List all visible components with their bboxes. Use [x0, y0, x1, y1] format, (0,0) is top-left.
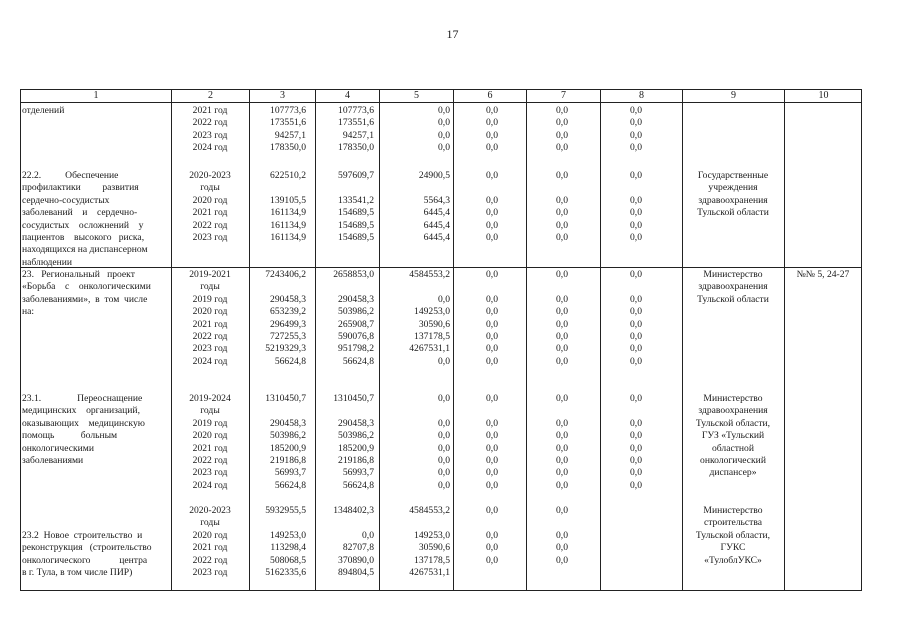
amount-federal: 0,0	[438, 455, 450, 466]
responsible-executor-line: Тульской области,	[695, 417, 771, 429]
table-grid-line	[20, 102, 862, 103]
amount-regional: 2658853,0	[333, 269, 374, 280]
amount-col7: 0,0	[556, 331, 568, 342]
table-grid-line	[682, 89, 683, 591]
amount-col7: 0,0	[556, 293, 568, 305]
amount-col7: 0,0	[556, 479, 568, 491]
amount-total: 219186,8	[270, 455, 306, 466]
amount-federal: 0,0	[438, 105, 450, 116]
amount-regional: 154689,5	[338, 207, 374, 219]
year-cell: годы	[200, 405, 220, 417]
amount-regional: 56624,8	[342, 355, 374, 367]
program-name-line: заболеваниями	[22, 455, 84, 466]
amount-federal: 0,0	[438, 479, 450, 491]
amount-col7: 0,0	[556, 467, 568, 479]
amount-col6: 0,0	[486, 293, 498, 305]
amount-col7: 0,0	[556, 105, 568, 116]
amount-total: 113298,4	[270, 542, 306, 554]
amount-col7: 0,0	[556, 318, 568, 330]
year-cell: 2021 год	[192, 442, 228, 454]
amount-col6: 0,0	[486, 393, 498, 404]
program-name-line: находящихся на диспансерном	[22, 244, 148, 256]
amount-federal: 4267531,1	[409, 567, 450, 578]
year-cell: 2019-2024	[189, 393, 231, 404]
year-cell: 2024 год	[192, 142, 228, 154]
amount-total: 1310450,7	[265, 393, 306, 404]
year-cell: годы	[200, 281, 220, 293]
amount-col8: 0,0	[630, 306, 642, 318]
amount-federal: 137178,5	[414, 331, 450, 342]
program-name-line: 22.2. Обеспечение	[22, 170, 119, 181]
amount-regional: 894804,5	[338, 567, 374, 578]
amount-col7: 0,0	[556, 194, 568, 206]
amount-federal: 24900,5	[418, 170, 450, 181]
amount-federal: 0,0	[438, 467, 450, 479]
program-name-line: сосудистых осложнений у	[22, 219, 144, 231]
amount-col8: 0,0	[630, 293, 642, 305]
amount-col8: 0,0	[630, 117, 642, 129]
amount-regional: 290458,3	[338, 293, 374, 305]
amount-regional: 1310450,7	[333, 393, 374, 404]
amount-col7: 0,0	[556, 142, 568, 154]
amount-regional: 178350,0	[338, 142, 374, 154]
amount-col8: 0,0	[630, 442, 642, 454]
table-grid-line	[784, 89, 785, 591]
program-name-line: отделений	[22, 105, 65, 116]
amount-federal: 0,0	[438, 117, 450, 129]
year-cell: 2019 год	[192, 417, 228, 429]
amount-col7: 0,0	[556, 417, 568, 429]
year-cell: годы	[200, 182, 220, 194]
year-cell: 2019-2021	[189, 269, 231, 280]
table-grid-line	[171, 89, 172, 591]
amount-regional: 1348402,3	[333, 505, 374, 516]
amount-regional: 503986,2	[338, 306, 374, 318]
amount-regional: 503986,2	[338, 430, 374, 442]
amount-total: 56993,7	[274, 467, 306, 479]
program-name-line: оказывающих медицинскую	[22, 417, 145, 429]
responsible-executor-line: диспансер»	[709, 467, 757, 479]
amount-federal: 6445,4	[423, 219, 450, 231]
column-header: 1	[93, 90, 99, 101]
year-cell: 2020 год	[192, 194, 228, 206]
amount-total: 173551,6	[270, 117, 306, 129]
responsible-executor-line: ГУКС	[720, 542, 746, 554]
amount-col8: 0,0	[630, 170, 642, 181]
amount-col6: 0,0	[486, 554, 498, 566]
amount-total: 94257,1	[274, 129, 306, 141]
amount-col6: 0,0	[486, 505, 498, 516]
amount-col8: 0,0	[630, 430, 642, 442]
table-grid-line	[600, 89, 601, 591]
amount-total: 56624,8	[274, 479, 306, 491]
amount-col7: 0,0	[556, 430, 568, 442]
program-name-line: заболеваний и сердечно-	[22, 207, 138, 219]
amount-total: 5932955,5	[265, 505, 306, 516]
amount-federal: 30590,6	[418, 542, 450, 554]
column-header: 2	[208, 90, 213, 101]
responsible-executor-line: здравоохранения	[698, 281, 768, 293]
amount-col7: 0,0	[556, 542, 568, 554]
amount-col7: 0,0	[556, 232, 568, 243]
responsible-executor-line: Государственные	[697, 170, 769, 181]
responsible-executor-line: Министерство	[703, 393, 763, 404]
amount-total: 178350,0	[270, 142, 306, 154]
program-name-line: в г. Тула, в том числе ПИР)	[22, 567, 133, 578]
amount-regional: 82707,8	[342, 542, 374, 554]
amount-col6: 0,0	[486, 442, 498, 454]
amount-regional: 290458,3	[338, 417, 374, 429]
amount-regional: 597609,7	[338, 170, 374, 181]
year-cell: 2023 год	[192, 567, 228, 578]
amount-col6: 0,0	[486, 117, 498, 129]
amount-col6: 0,0	[486, 318, 498, 330]
table-grid-line	[526, 89, 527, 591]
amount-col6: 0,0	[486, 417, 498, 429]
amount-total: 161134,9	[270, 219, 306, 231]
year-cell: 2022 год	[192, 554, 228, 566]
amount-col6: 0,0	[486, 479, 498, 491]
program-name-line: онкологического центра	[22, 554, 148, 566]
amount-col8: 0,0	[630, 331, 642, 342]
table-grid-line	[315, 89, 316, 591]
year-cell: 2020 год	[192, 306, 228, 318]
column-header: 3	[280, 90, 285, 101]
amount-federal: 0,0	[438, 417, 450, 429]
responsible-executor-line: Министерство	[703, 505, 763, 516]
amount-total: 5219329,3	[265, 343, 306, 355]
amount-federal: 0,0	[438, 293, 450, 305]
responsible-executor-line: онкологический	[700, 455, 766, 466]
column-header: 5	[414, 90, 419, 101]
amount-regional: 951798,2	[338, 343, 374, 355]
year-cell: 2020-2023	[189, 170, 231, 181]
amount-regional: 173551,6	[338, 117, 374, 129]
program-name-line: помощь больным	[22, 430, 118, 442]
program-name-line: 23. Региональный проект	[22, 269, 135, 280]
column-header: 8	[639, 90, 644, 101]
amount-total: 622510,2	[270, 170, 306, 181]
amount-col6: 0,0	[486, 467, 498, 479]
amount-col6: 0,0	[486, 219, 498, 231]
amount-col8: 0,0	[630, 455, 642, 466]
program-name-line: профилактики развития	[22, 182, 139, 194]
amount-col6: 0,0	[486, 343, 498, 355]
program-name-line: онкологическими	[22, 442, 95, 454]
year-cell: 2021 год	[192, 318, 228, 330]
program-name-line: заболеваниями», в том числе	[22, 293, 148, 305]
responsible-executor-line: Тульской области,	[695, 529, 771, 541]
amount-regional: 154689,5	[338, 232, 374, 243]
amount-col7: 0,0	[556, 455, 568, 466]
amount-col8: 0,0	[630, 269, 642, 280]
amount-total: 149253,0	[270, 529, 306, 541]
amount-federal: 0,0	[438, 142, 450, 154]
program-name-line: сердечно-сосудистых	[22, 194, 110, 206]
program-name-line: на:	[22, 306, 35, 318]
amount-col7: 0,0	[556, 355, 568, 367]
amount-col8: 0,0	[630, 343, 642, 355]
amount-col8: 0,0	[630, 129, 642, 141]
amount-total: 296499,3	[270, 318, 306, 330]
amount-col6: 0,0	[486, 170, 498, 181]
amount-regional: 133541,2	[338, 194, 374, 206]
amount-regional: 0,0	[362, 529, 374, 541]
year-cell: 2023 год	[192, 467, 228, 479]
program-name-line: медицинских организаций,	[22, 405, 140, 417]
amount-col8: 0,0	[630, 355, 642, 367]
year-cell: 2023 год	[192, 343, 228, 355]
amount-federal: 0,0	[438, 442, 450, 454]
amount-total: 727255,3	[270, 331, 306, 342]
amount-col6: 0,0	[486, 355, 498, 367]
year-cell: 2020 год	[192, 529, 228, 541]
amount-col8: 0,0	[630, 417, 642, 429]
amount-col6: 0,0	[486, 542, 498, 554]
responsible-executor-line: Министерство	[703, 269, 763, 280]
amount-total: 5162335,6	[265, 567, 306, 578]
amount-col7: 0,0	[556, 170, 568, 181]
column-header: 7	[561, 90, 566, 101]
amount-total: 161134,9	[270, 207, 306, 219]
amount-col7: 0,0	[556, 129, 568, 141]
amount-col7: 0,0	[556, 529, 568, 541]
amount-col8: 0,0	[630, 142, 642, 154]
amount-col7: 0,0	[556, 554, 568, 566]
table-grid-line	[249, 89, 250, 591]
amount-col8: 0,0	[630, 467, 642, 479]
amount-total: 56624,8	[274, 355, 306, 367]
amount-regional: 154689,5	[338, 219, 374, 231]
responsible-executor-line: ГУЗ «Тульский	[701, 430, 765, 442]
year-cell: 2023 год	[192, 232, 228, 243]
amount-col8: 0,0	[630, 207, 642, 219]
year-cell: 2021 год	[192, 542, 228, 554]
amount-col7: 0,0	[556, 393, 568, 404]
amount-col7: 0,0	[556, 442, 568, 454]
responsible-executor-line: областной	[711, 442, 754, 454]
amount-federal: 6445,4	[423, 207, 450, 219]
amount-federal: 4584553,2	[409, 505, 450, 516]
amount-federal: 5564,3	[423, 194, 450, 206]
amount-col8: 0,0	[630, 479, 642, 491]
year-cell: 2022 год	[192, 117, 228, 129]
amount-col7: 0,0	[556, 505, 568, 516]
amount-federal: 0,0	[438, 355, 450, 367]
amount-col8: 0,0	[630, 318, 642, 330]
responsible-executor-line: «ТулоблУКС»	[704, 554, 762, 566]
program-name-line: пациентов высокого риска,	[22, 232, 145, 243]
amount-total: 139105,5	[270, 194, 306, 206]
amount-regional: 265908,7	[338, 318, 374, 330]
amount-col6: 0,0	[486, 269, 498, 280]
column-header: 6	[487, 90, 493, 101]
responsible-executor-line: строительства	[703, 517, 763, 529]
amount-federal: 0,0	[438, 393, 450, 404]
amount-col6: 0,0	[486, 194, 498, 206]
amount-federal: 4267531,1	[409, 343, 450, 355]
year-cell: 2023 год	[192, 129, 228, 141]
amount-col8: 0,0	[630, 194, 642, 206]
year-cell: 2024 год	[192, 479, 228, 491]
column-header: 9	[731, 90, 736, 101]
amount-col7: 0,0	[556, 306, 568, 318]
amount-col6: 0,0	[486, 430, 498, 442]
table-grid-line	[379, 89, 380, 591]
amount-total: 161134,9	[270, 232, 306, 243]
amount-federal: 149253,0	[414, 306, 450, 318]
amount-col7: 0,0	[556, 207, 568, 219]
amount-col7: 0,0	[556, 219, 568, 231]
amount-col8: 0,0	[630, 232, 642, 243]
amount-total: 290458,3	[270, 293, 306, 305]
amount-federal: 4584553,2	[409, 269, 450, 280]
year-cell: 2022 год	[192, 455, 228, 466]
amount-regional: 56624,8	[342, 479, 374, 491]
column-header: 10	[818, 90, 829, 101]
amount-regional: 94257,1	[342, 129, 374, 141]
program-name-line: 23.1. Переоснащение	[22, 393, 143, 404]
year-cell: 2020 год	[192, 430, 228, 442]
amount-federal: 0,0	[438, 129, 450, 141]
amount-col6: 0,0	[486, 455, 498, 466]
amount-col6: 0,0	[486, 529, 498, 541]
amount-total: 290458,3	[270, 417, 306, 429]
amount-col6: 0,0	[486, 207, 498, 219]
program-name-line: 23.2 Новое строительство и	[22, 529, 143, 541]
amount-federal: 137178,5	[414, 554, 450, 566]
year-cell: 2021 год	[192, 105, 228, 116]
responsible-executor-line: Тульской области	[697, 207, 769, 219]
program-name-line: реконструкция (строительство	[22, 542, 152, 554]
year-cell: 2024 год	[192, 355, 228, 367]
year-cell: 2019 год	[192, 293, 228, 305]
responsible-executor-line: учреждения	[708, 182, 758, 194]
amount-federal: 149253,0	[414, 529, 450, 541]
amount-federal: 6445,4	[423, 232, 450, 243]
amount-col6: 0,0	[486, 142, 498, 154]
amount-federal: 0,0	[438, 430, 450, 442]
amount-col8: 0,0	[630, 219, 642, 231]
page-number: 17	[446, 27, 459, 41]
amount-total: 508068,5	[270, 554, 306, 566]
amount-col8: 0,0	[630, 393, 642, 404]
amount-col6: 0,0	[486, 331, 498, 342]
amount-total: 107773,6	[270, 105, 306, 116]
amount-col7: 0,0	[556, 269, 568, 280]
amount-col6: 0,0	[486, 306, 498, 318]
amount-regional: 107773,6	[338, 105, 374, 116]
amount-regional: 370890,0	[338, 554, 374, 566]
responsible-executor-line: Тульской области	[697, 293, 769, 305]
amount-col7: 0,0	[556, 117, 568, 129]
responsible-executor-line: здравоохранения	[698, 194, 768, 206]
column-header: 4	[345, 90, 350, 101]
amount-federal: 30590,6	[418, 318, 450, 330]
program-name-line: «Борьба с онкологическими	[22, 281, 151, 293]
amount-col8: 0,0	[630, 105, 642, 116]
amount-col7: 0,0	[556, 343, 568, 355]
year-cell: 2022 год	[192, 219, 228, 231]
year-cell: 2022 год	[192, 331, 228, 342]
amount-total: 653239,2	[270, 306, 306, 318]
amount-regional: 56993,7	[342, 467, 374, 479]
program-name-line: наблюдении	[22, 256, 73, 268]
responsible-executor-line: здравоохранения	[698, 405, 768, 417]
indicator-reference: №№ 5, 24-27	[796, 269, 850, 280]
amount-col6: 0,0	[486, 129, 498, 141]
amount-col6: 0,0	[486, 232, 498, 243]
amount-col6: 0,0	[486, 105, 498, 116]
amount-regional: 590076,8	[338, 331, 374, 342]
amount-regional: 219186,8	[338, 455, 374, 466]
amount-total: 185200,9	[270, 442, 306, 454]
amount-total: 503986,2	[270, 430, 306, 442]
amount-total: 7243406,2	[265, 269, 306, 280]
amount-regional: 185200,9	[338, 442, 374, 454]
year-cell: 2020-2023	[189, 505, 231, 516]
year-cell: годы	[200, 517, 220, 529]
year-cell: 2021 год	[192, 207, 228, 219]
